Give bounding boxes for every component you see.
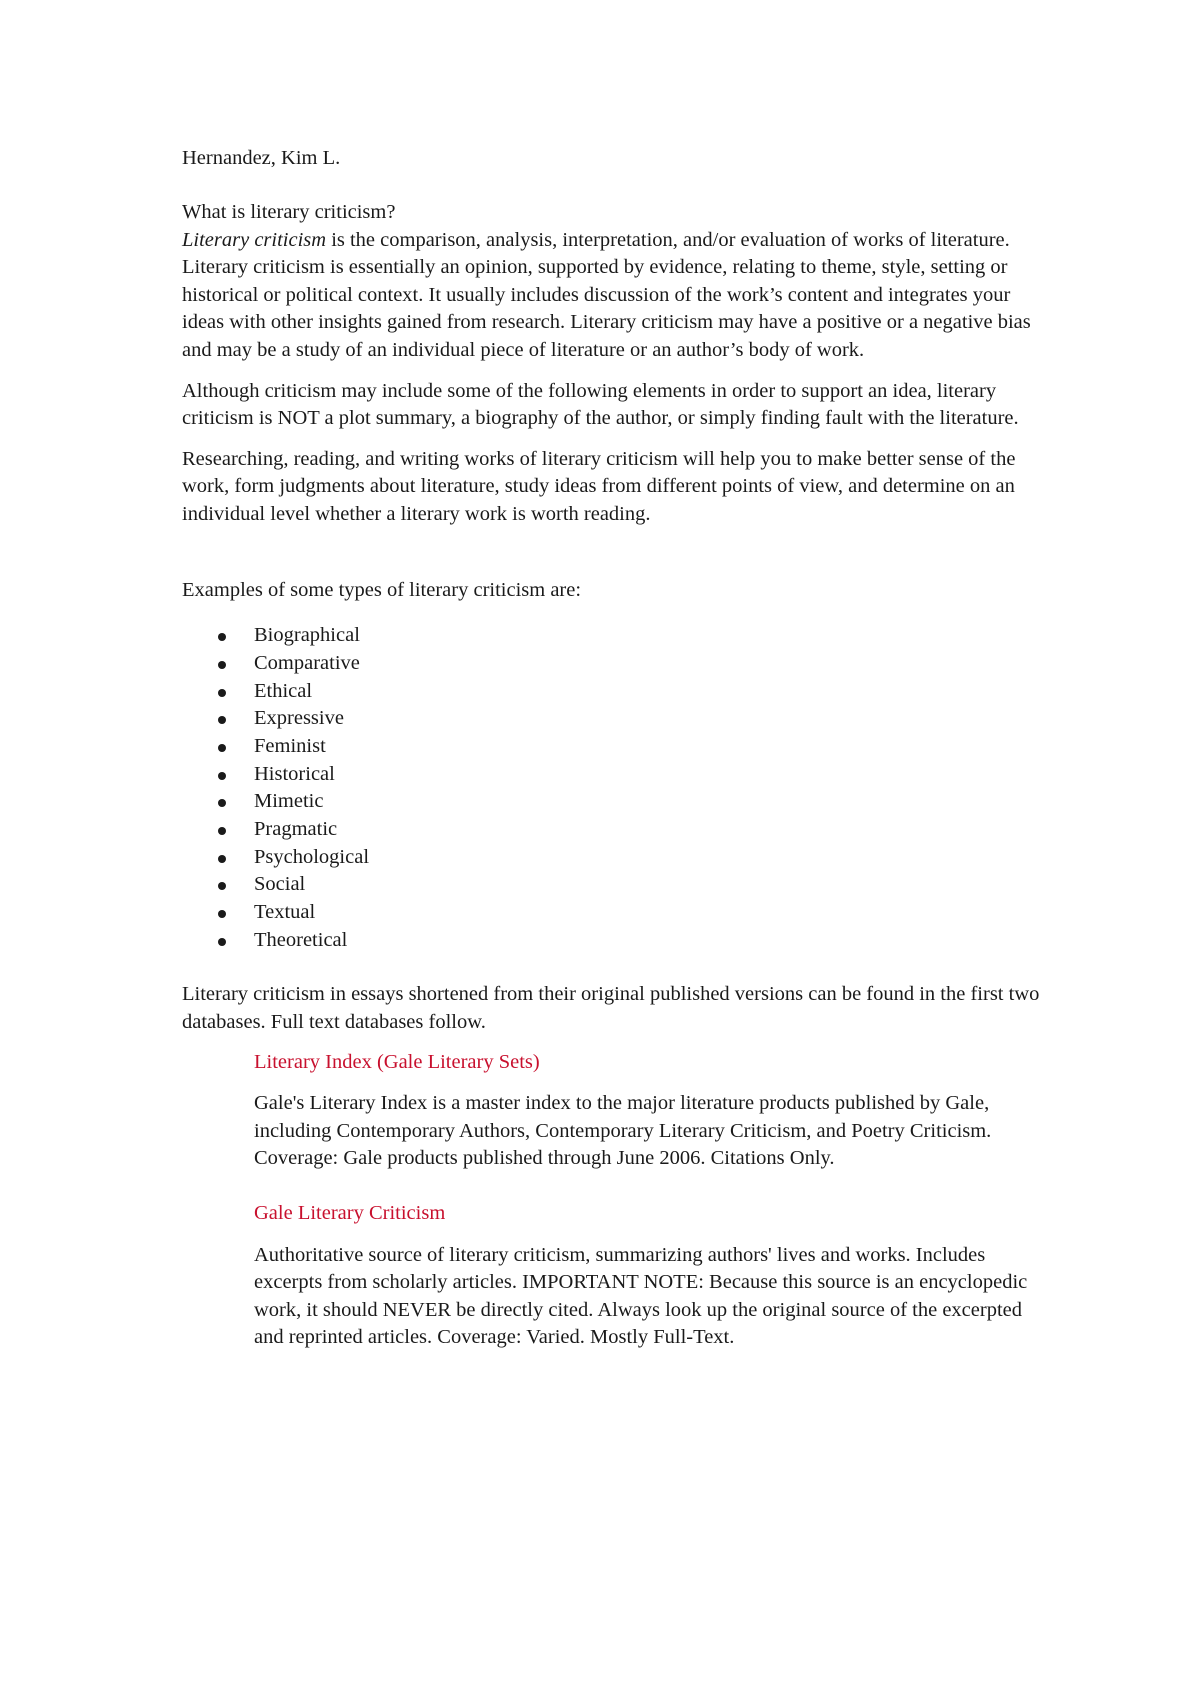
paragraph-not-summary: Although criticism may include some of the following elements in order to support an idea, literary criticism is NOT a plot summary, a biography of the author, or simply finding fault with the literature.: [182, 379, 1019, 430]
author-name: Hernandez, Kim L.: [182, 147, 341, 169]
paragraph-benefits: Researching, reading, and writing works of literary criticism will help you to make better sense of the work, form judgments about literature, study ideas from different points of view, and determine on an individual level whether a literary work is worth reading.: [182, 447, 1016, 525]
spacer: [182, 542, 1042, 577]
list-item-label: Psychological: [254, 845, 370, 868]
database-entry: [182, 1200, 1042, 1352]
bullet-icon: [218, 799, 226, 807]
list-item: [254, 678, 1042, 706]
bullet-icon: [218, 744, 226, 752]
list-item-label: Theoretical: [254, 928, 348, 951]
closing-paragraph: Literary criticism in essays shortened from their original published versions can be found in the first two databases. Full text databases follow.: [182, 983, 1040, 1033]
database-description: Authoritative source of literary criticism, summarizing authors' lives and works. Includes excerpts from scholarly articles. IMPORTANT NOTE: Because this source is an encyclopedic work, it should NEVER be directly cited. Always look up the original source of the excerpted and reprinted articles. Coverage: Varied. Mostly Full-Text.: [254, 1243, 1028, 1349]
bullet-icon: [218, 827, 226, 835]
definition-text: is the comparison, analysis, interpretation, and/or evaluation of works of literature. Literary criticism is essentially an opinion, supported by evidence, relating to theme, style, setting or historical or political context. It usually includes discussion of the work’s content and integrates your ideas with other insights gained from research. Literary criticism may have a positive or a negative bias and may be a study of an individual piece of literature or an author’s body of work.: [182, 228, 1031, 361]
bullet-icon: [218, 633, 226, 641]
database-description: Gale's Literary Index is a master index to the major literature products published by Gale, including Contemporary Authors, Contemporary Literary Criticism, and Poetry Criticism. Coverage: Gale products published through June 2006. Citations Only.: [254, 1092, 992, 1170]
list-item: [254, 622, 1042, 650]
list-item-label: Social: [254, 873, 306, 896]
examples-intro: Examples of some types of literary criticism are:: [182, 578, 582, 601]
bullet-icon: [218, 855, 226, 863]
list-item: [254, 899, 1042, 927]
database-link-gale-literary-criticism[interactable]: Gale Literary Criticism: [254, 1201, 446, 1224]
bullet-icon: [218, 772, 226, 780]
database-entry: [182, 1049, 1042, 1173]
list-item-label: Biographical: [254, 624, 360, 647]
list-item: [254, 871, 1042, 899]
list-item: [254, 705, 1042, 733]
list-item-label: Historical: [254, 762, 335, 785]
definition-paragraph: [182, 227, 1042, 365]
list-item-label: Ethical: [254, 679, 313, 702]
bullet-icon: [218, 938, 226, 946]
database-link-literary-index[interactable]: Literary Index (Gale Literary Sets): [254, 1050, 540, 1073]
list-item: [254, 733, 1042, 761]
list-item-label: Pragmatic: [254, 817, 338, 840]
list-item-label: Expressive: [254, 707, 344, 730]
list-item: [254, 927, 1042, 955]
definition-term: Literary criticism: [182, 228, 327, 251]
bullet-icon: [218, 910, 226, 918]
bullet-icon: [218, 689, 226, 697]
list-item-label: Textual: [254, 901, 316, 923]
list-item-label: Mimetic: [254, 790, 324, 813]
list-item: [254, 788, 1042, 816]
list-item: [254, 761, 1042, 789]
list-item: [254, 650, 1042, 678]
list-item: [254, 844, 1042, 872]
bullet-icon: [218, 882, 226, 890]
list-item: [254, 816, 1042, 844]
document-page: [182, 145, 1042, 1379]
list-item-label: Comparative: [254, 651, 360, 674]
list-item-label: Feminist: [254, 734, 326, 757]
bullet-icon: [218, 661, 226, 669]
bullet-icon: [218, 716, 226, 724]
criticism-types-list: [182, 622, 1042, 954]
section-question: What is literary criticism?: [182, 201, 396, 223]
